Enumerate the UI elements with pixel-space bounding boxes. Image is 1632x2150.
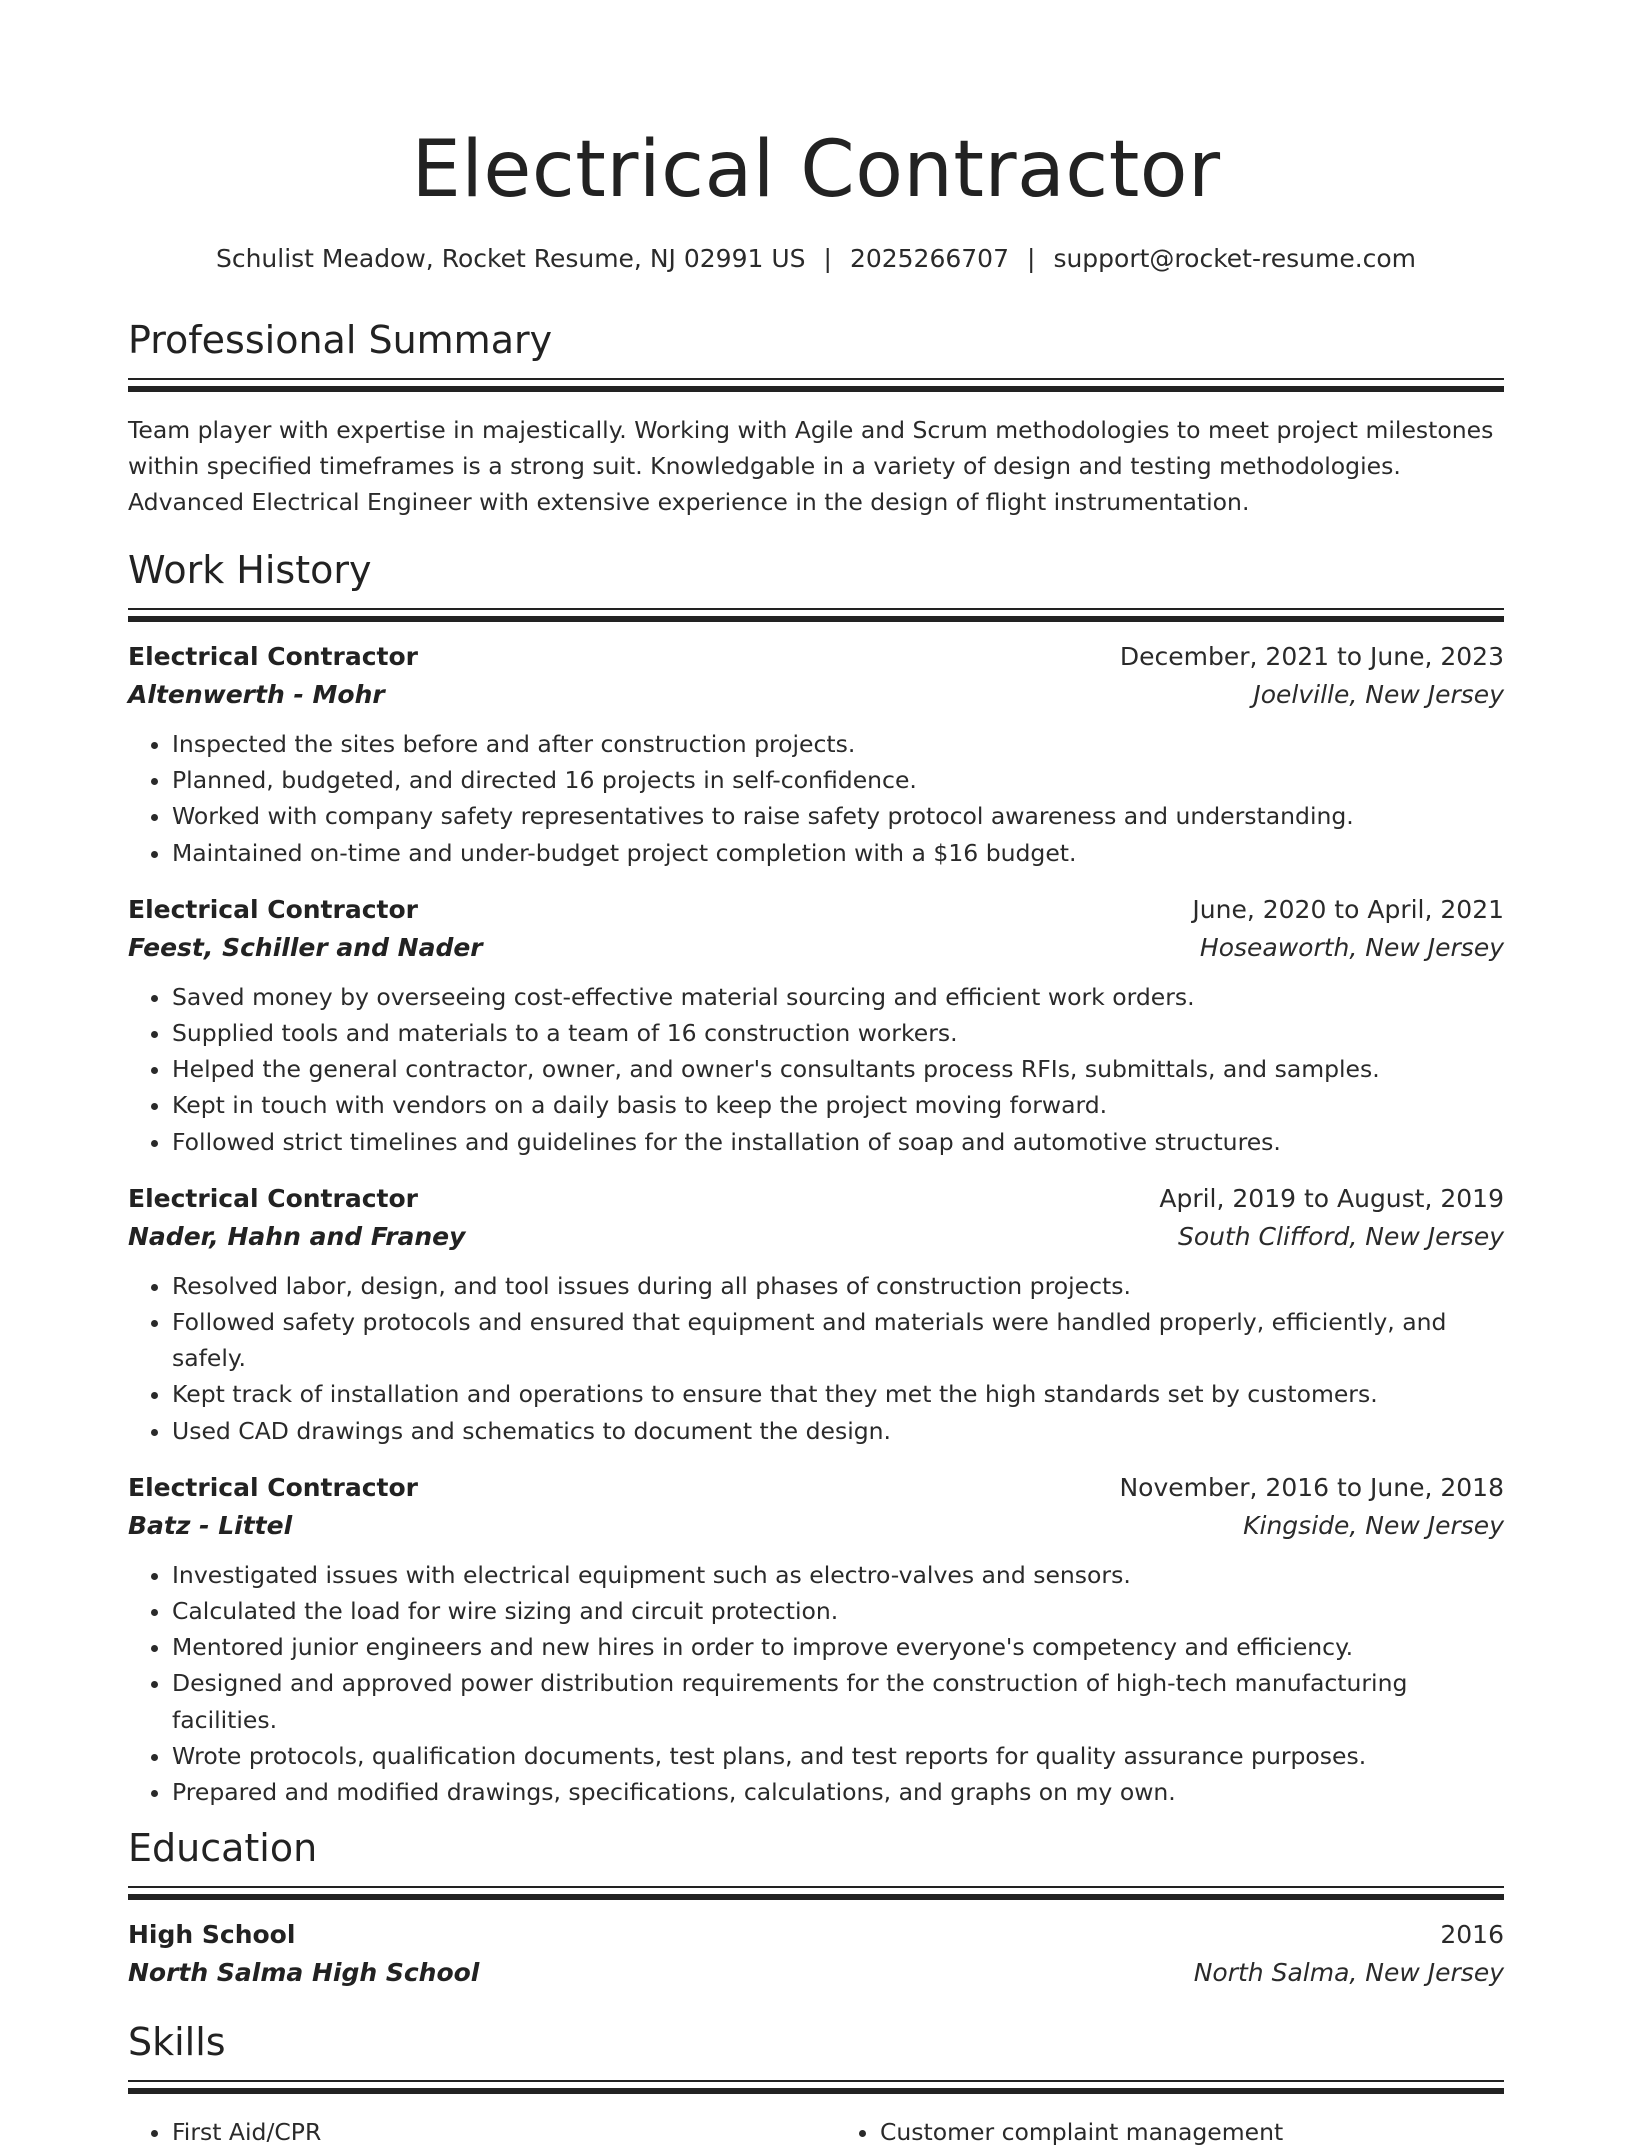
section-rule-thin: [128, 378, 1504, 380]
contact-line: [128, 242, 1504, 276]
job-bullet: • Followed safety protocols and ensured that equipment and materials were handled properly, efficiently, and safely.: [172, 1304, 1504, 1376]
job-bullets: [128, 726, 1504, 871]
job-bullet: • Planned, budgeted, and directed 16 projects in self-confidence.: [172, 762, 1504, 798]
section-title-summary: Professional Summary: [128, 318, 553, 362]
contact-address: Schulist Meadow, Rocket Resume, NJ 02991 US: [215, 244, 806, 273]
resume-page: [128, 0, 1504, 2150]
job-bullet: • Investigated issues with electrical equipment such as electro-valves and sensors.: [172, 1557, 1504, 1593]
job-entry: [128, 1469, 1504, 1810]
skills-section: [128, 2018, 1504, 2150]
education-year: 2016: [1440, 1920, 1504, 1950]
job-entry: [128, 1180, 1504, 1449]
contact-phone: 2025266707: [849, 244, 1009, 273]
job-company: Altenwerth - Mohr: [128, 680, 385, 709]
job-bullets: [128, 1557, 1504, 1810]
job-location: Kingside, New Jersey: [1243, 1510, 1504, 1540]
job-company: Nader, Hahn and Franey: [128, 1221, 466, 1251]
skill-item: • First Aid/CPR: [172, 2114, 796, 2150]
job-title: Electrical Contractor: [128, 642, 418, 671]
job-company: Feest, Schiller and Nader: [128, 932, 483, 962]
job-bullets: [128, 979, 1504, 1160]
section-rule-thick: [128, 616, 1504, 622]
skills-column-left: [128, 2114, 796, 2150]
resume-name: Electrical Contractor: [411, 125, 1221, 215]
job-bullet: • Inspected the sites before and after construction projects.: [172, 726, 1504, 762]
job-bullets: [128, 1268, 1504, 1449]
job-bullet: • Calculated the load for wire sizing and circuit protection.: [172, 1593, 1504, 1629]
job-bullet: • Supplied tools and materials to a team of 16 construction workers.: [172, 1015, 1504, 1051]
section-rule-thick: [128, 2088, 1504, 2094]
job-title: Electrical Contractor: [128, 1472, 418, 1502]
job-bullet: • Designed and approved power distribution requirements for the construction of high-tech manufacturing facilities.: [172, 1665, 1504, 1737]
job-bullet: • Worked with company safety representatives to raise safety protocol awareness and understanding.: [172, 798, 1504, 834]
job-dates: April, 2019 to August, 2019: [1159, 1183, 1504, 1213]
education-school: North Salma High School: [128, 1958, 480, 1988]
contact-separator: |: [1027, 244, 1036, 273]
job-location: Joelville, New Jersey: [1253, 680, 1504, 709]
job-dates: December, 2021 to June, 2023: [1119, 642, 1504, 671]
section-rule-thick: [128, 386, 1504, 392]
skills-column-right: [836, 2114, 1504, 2150]
contact-email: support@rocket-resume.com: [1053, 244, 1417, 273]
job-location: Hoseaworth, New Jersey: [1199, 932, 1504, 962]
job-bullet: • Saved money by overseeing cost-effective material sourcing and efficient work orders.: [172, 979, 1504, 1015]
job-dates: June, 2020 to April, 2021: [1192, 894, 1504, 924]
skill-item: • Customer complaint management: [880, 2114, 1504, 2150]
job-entry: [128, 891, 1504, 1160]
job-bullet: • Resolved labor, design, and tool issues during all phases of construction projects.: [172, 1268, 1504, 1304]
summary-section: [128, 316, 1504, 520]
education-section: [128, 1824, 1504, 1992]
job-bullet: • Maintained on-time and under-budget project completion with a $16 budget.: [172, 835, 1504, 871]
job-bullet: • Wrote protocols, qualification documents, test plans, and test reports for quality assurance purposes.: [172, 1738, 1504, 1774]
summary-text: Team player with expertise in majestically. Working with Agile and Scrum methodologies to meet project milestones within specified timeframes is a strong suit. Knowledgable in a variety of design and testing methodologies. Advanced Electrical Engineer with extensive experience in the design of flight instrumentation.: [128, 416, 1494, 516]
section-rule-thin: [128, 608, 1504, 610]
education-location: North Salma, New Jersey: [1193, 1958, 1504, 1988]
skills-grid: [128, 2114, 1504, 2150]
education-entry: [128, 1916, 1504, 1992]
section-title-skills: Skills: [128, 2020, 226, 2065]
job-bullet: • Kept in touch with vendors on a daily basis to keep the project moving forward.: [172, 1087, 1504, 1123]
job-company: Batz - Littel: [128, 1510, 293, 1540]
job-location: South Clifford, New Jersey: [1177, 1221, 1504, 1251]
job-bullet: • Used CAD drawings and schematics to document the design.: [172, 1413, 1504, 1449]
section-title-work: Work History: [128, 548, 372, 592]
job-bullet: • Helped the general contractor, owner, and owner's consultants process RFIs, submittals, and samples.: [172, 1051, 1504, 1087]
work-section: [128, 546, 1504, 1810]
section-rule-thin: [128, 2080, 1504, 2082]
job-bullet: • Kept track of installation and operations to ensure that they met the high standards set by customers.: [172, 1376, 1504, 1412]
section-rule-thick: [128, 1894, 1504, 1900]
section-title-education: Education: [128, 1826, 318, 1871]
contact-separator: |: [823, 244, 832, 273]
job-bullet: • Mentored junior engineers and new hires in order to improve everyone's competency and efficiency.: [172, 1629, 1504, 1665]
section-rule-thin: [128, 1886, 1504, 1888]
job-title: Electrical Contractor: [128, 894, 418, 924]
job-title: Electrical Contractor: [128, 1183, 418, 1213]
job-dates: November, 2016 to June, 2018: [1119, 1472, 1504, 1502]
job-entry: [128, 638, 1504, 871]
education-degree: High School: [128, 1920, 296, 1950]
job-bullet: • Followed strict timelines and guidelines for the installation of soap and automotive structures.: [172, 1124, 1504, 1160]
job-bullet: • Prepared and modified drawings, specifications, calculations, and graphs on my own.: [172, 1774, 1504, 1810]
